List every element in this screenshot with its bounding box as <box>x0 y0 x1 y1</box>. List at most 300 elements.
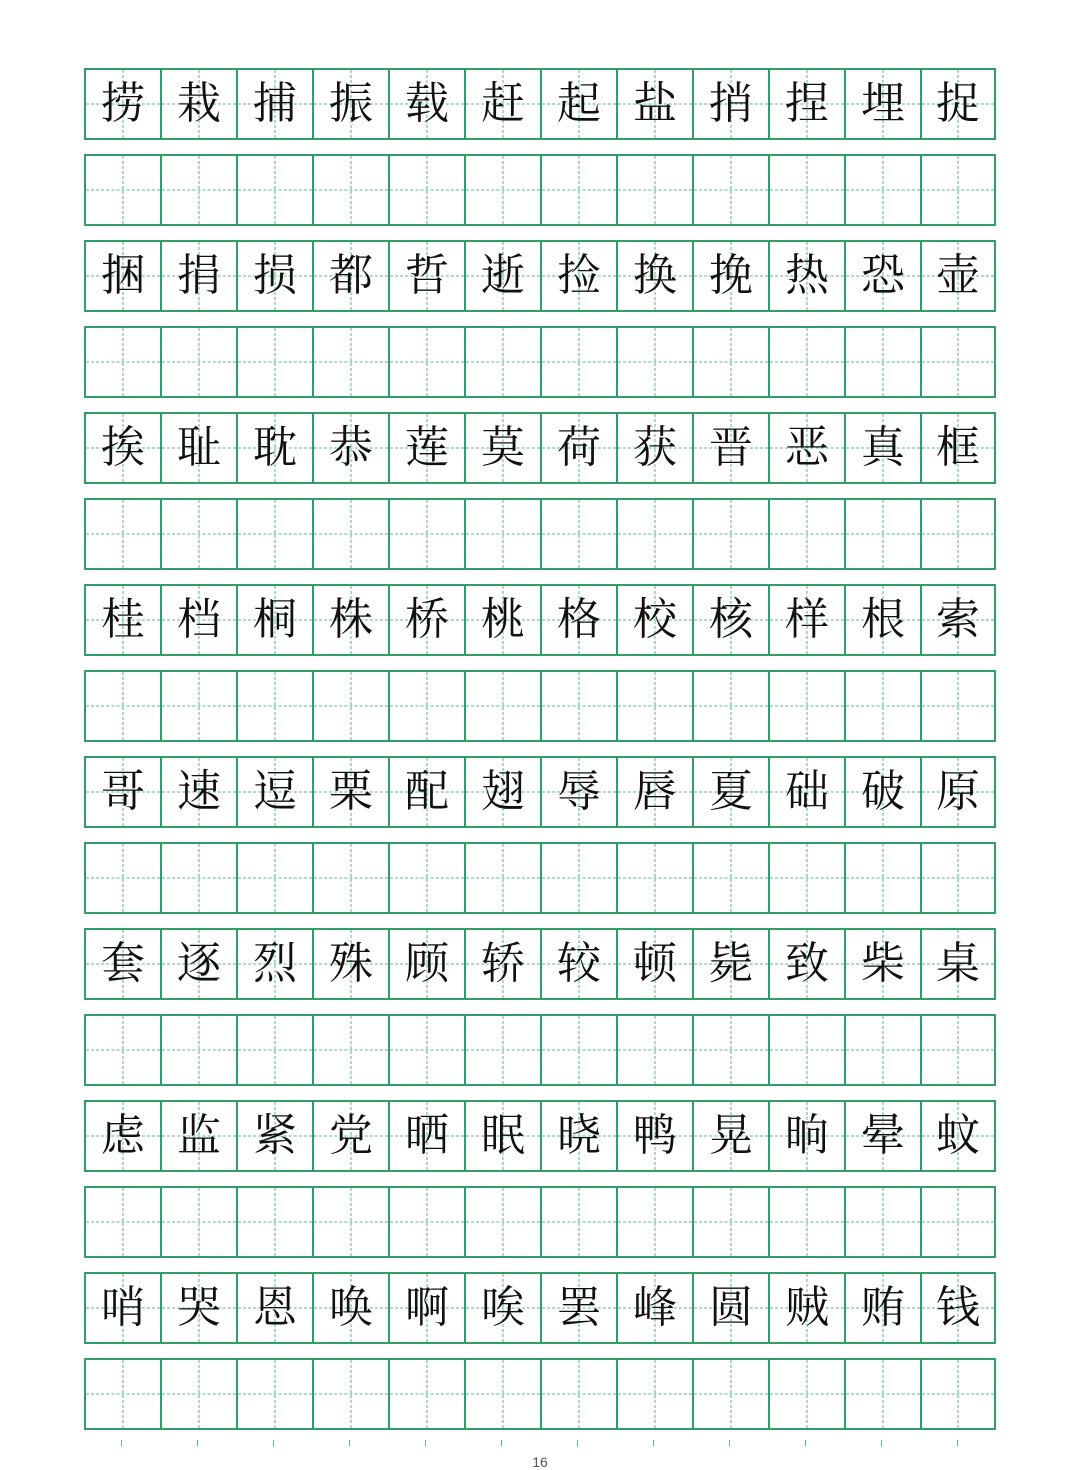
character-cell <box>312 1272 388 1344</box>
character-cell <box>236 928 312 1000</box>
practice-cell <box>464 498 540 570</box>
character-cell <box>540 68 616 140</box>
practice-cell <box>768 498 844 570</box>
character: 晒 <box>405 1110 449 1161</box>
practice-cell <box>616 842 692 914</box>
character: 哭 <box>177 1282 221 1333</box>
practice-cell <box>692 842 768 914</box>
character: 钱 <box>936 1282 980 1333</box>
practice-cell <box>844 1014 920 1086</box>
character: 逝 <box>481 250 525 301</box>
character-cell <box>160 756 236 828</box>
character: 虑 <box>101 1110 145 1161</box>
character: 破 <box>861 766 905 817</box>
character-cell <box>84 1272 160 1344</box>
character: 晌 <box>785 1110 829 1161</box>
character: 挨 <box>101 422 145 473</box>
character: 唉 <box>481 1282 525 1333</box>
practice-cell <box>464 326 540 398</box>
practice-cell <box>84 154 160 226</box>
blank-practice-row <box>84 1186 996 1258</box>
practice-cell <box>84 1186 160 1258</box>
blank-practice-row <box>84 842 996 914</box>
practice-cell <box>540 154 616 226</box>
character-cell <box>616 1272 692 1344</box>
character: 莲 <box>405 422 449 473</box>
character-row <box>84 584 996 656</box>
character: 核 <box>709 594 753 645</box>
character: 热 <box>785 250 829 301</box>
character: 桃 <box>481 594 525 645</box>
character: 配 <box>405 766 449 817</box>
character: 获 <box>633 422 677 473</box>
practice-cell <box>768 670 844 742</box>
character-cell <box>616 68 692 140</box>
practice-cell <box>388 498 464 570</box>
character: 桐 <box>253 594 297 645</box>
character-cell <box>920 756 996 828</box>
practice-cell <box>540 498 616 570</box>
character-cell <box>692 1272 768 1344</box>
practice-cell <box>920 326 996 398</box>
practice-cell <box>920 842 996 914</box>
practice-cell <box>312 498 388 570</box>
character: 晓 <box>557 1110 601 1161</box>
practice-cell <box>692 670 768 742</box>
character: 夏 <box>709 766 753 817</box>
character-cell <box>844 756 920 828</box>
character: 贼 <box>785 1282 829 1333</box>
character: 原 <box>936 766 980 817</box>
practice-cell <box>692 498 768 570</box>
practice-cell <box>236 670 312 742</box>
character: 框 <box>936 422 980 473</box>
practice-cell <box>692 1186 768 1258</box>
practice-cell <box>540 670 616 742</box>
practice-cell <box>692 154 768 226</box>
character-cell <box>236 584 312 656</box>
practice-cell <box>844 498 920 570</box>
practice-cell <box>844 326 920 398</box>
practice-cell <box>616 498 692 570</box>
character-row <box>84 240 996 312</box>
character: 捐 <box>177 250 221 301</box>
practice-cell <box>312 842 388 914</box>
character-cell <box>768 928 844 1000</box>
character-cell <box>692 756 768 828</box>
character-cell <box>844 412 920 484</box>
character-cell <box>236 240 312 312</box>
character-cell <box>236 756 312 828</box>
blank-practice-row <box>84 670 996 742</box>
character: 翅 <box>481 766 525 817</box>
character-cell <box>312 1100 388 1172</box>
character: 耻 <box>177 422 221 473</box>
practice-cell <box>160 154 236 226</box>
practice-cell <box>920 154 996 226</box>
practice-cell <box>388 1358 464 1430</box>
character: 毙 <box>709 938 753 989</box>
character-cell <box>692 928 768 1000</box>
practice-cell <box>84 670 160 742</box>
character: 桌 <box>936 938 980 989</box>
character-cell <box>844 240 920 312</box>
character-cell <box>388 584 464 656</box>
practice-cell <box>844 154 920 226</box>
practice-cell <box>388 326 464 398</box>
character-cell <box>540 1100 616 1172</box>
character: 哲 <box>405 250 449 301</box>
character-cell <box>236 68 312 140</box>
character-cell <box>312 756 388 828</box>
character-cell <box>920 412 996 484</box>
character-cell <box>160 412 236 484</box>
character-row <box>84 68 996 140</box>
character: 索 <box>936 594 980 645</box>
character: 恩 <box>253 1282 297 1333</box>
character: 都 <box>329 250 373 301</box>
character-cell <box>312 240 388 312</box>
practice-cell <box>768 1358 844 1430</box>
character-cell <box>616 756 692 828</box>
practice-cell <box>920 1358 996 1430</box>
practice-cell <box>692 326 768 398</box>
practice-cell <box>768 1186 844 1258</box>
character: 桂 <box>101 594 145 645</box>
practice-cell <box>160 842 236 914</box>
practice-cell <box>160 326 236 398</box>
practice-cell <box>920 498 996 570</box>
character-row <box>84 756 996 828</box>
practice-cell <box>768 842 844 914</box>
character-cell <box>464 1272 540 1344</box>
character: 捡 <box>557 250 601 301</box>
character: 埋 <box>861 78 905 129</box>
character-cell <box>768 756 844 828</box>
character-cell <box>312 68 388 140</box>
character: 哨 <box>101 1282 145 1333</box>
character-cell <box>920 1272 996 1344</box>
character-cell <box>464 756 540 828</box>
character: 荷 <box>557 422 601 473</box>
character: 耽 <box>253 422 297 473</box>
practice-cell <box>160 1014 236 1086</box>
character: 辱 <box>557 766 601 817</box>
character: 速 <box>177 766 221 817</box>
character-cell <box>388 68 464 140</box>
character-cell <box>464 1100 540 1172</box>
character: 眠 <box>481 1110 525 1161</box>
character-cell <box>692 584 768 656</box>
character: 峰 <box>633 1282 677 1333</box>
character-cell <box>692 240 768 312</box>
practice-cell <box>388 670 464 742</box>
practice-cell <box>920 1014 996 1086</box>
practice-cell <box>84 1014 160 1086</box>
character-cell <box>920 1100 996 1172</box>
character-cell <box>844 1100 920 1172</box>
character-cell <box>540 928 616 1000</box>
character-cell <box>464 584 540 656</box>
blank-practice-row <box>84 498 996 570</box>
practice-cell <box>768 1014 844 1086</box>
character: 挽 <box>709 250 753 301</box>
character: 恭 <box>329 422 373 473</box>
character-cell <box>920 928 996 1000</box>
practice-cell <box>464 670 540 742</box>
character: 捆 <box>101 250 145 301</box>
character: 顿 <box>633 938 677 989</box>
practice-cell <box>768 154 844 226</box>
character-cell <box>84 68 160 140</box>
practice-cell <box>236 1186 312 1258</box>
character: 顾 <box>405 938 449 989</box>
character: 莫 <box>481 422 525 473</box>
character-cell <box>540 1272 616 1344</box>
practice-cell <box>388 1186 464 1258</box>
character-cell <box>768 1100 844 1172</box>
character-cell <box>616 240 692 312</box>
character: 盐 <box>633 78 677 129</box>
practice-cell <box>464 1358 540 1430</box>
practice-cell <box>84 498 160 570</box>
practice-cell <box>616 1186 692 1258</box>
character: 根 <box>861 594 905 645</box>
character-cell <box>160 240 236 312</box>
character: 哥 <box>101 766 145 817</box>
character: 桥 <box>405 594 449 645</box>
blank-practice-row <box>84 1014 996 1086</box>
character-cell <box>844 928 920 1000</box>
character: 档 <box>177 594 221 645</box>
practice-cell <box>540 1014 616 1086</box>
practice-cell <box>388 842 464 914</box>
character-cell <box>84 240 160 312</box>
character-cell <box>388 412 464 484</box>
practice-cell <box>616 154 692 226</box>
character-row <box>84 412 996 484</box>
character-cell <box>768 68 844 140</box>
character: 唇 <box>633 766 677 817</box>
character: 套 <box>101 938 145 989</box>
character-cell <box>616 1100 692 1172</box>
practice-cell <box>464 154 540 226</box>
character: 柴 <box>861 938 905 989</box>
character: 起 <box>557 78 601 129</box>
character: 圆 <box>709 1282 753 1333</box>
character-cell <box>312 928 388 1000</box>
character: 栗 <box>329 766 373 817</box>
practice-cell <box>236 842 312 914</box>
practice-cell <box>312 1358 388 1430</box>
character-cell <box>464 68 540 140</box>
character-cell <box>236 1100 312 1172</box>
character: 恐 <box>861 250 905 301</box>
character: 蚊 <box>936 1110 980 1161</box>
practice-cell <box>616 670 692 742</box>
character-cell <box>388 928 464 1000</box>
character-cell <box>844 68 920 140</box>
character-cell <box>84 1100 160 1172</box>
character: 烈 <box>253 938 297 989</box>
character-cell <box>768 412 844 484</box>
character: 换 <box>633 250 677 301</box>
character: 校 <box>633 594 677 645</box>
character: 唤 <box>329 1282 373 1333</box>
character-cell <box>540 756 616 828</box>
character: 载 <box>405 78 449 129</box>
character-cell <box>160 928 236 1000</box>
character-cell <box>540 412 616 484</box>
character: 捕 <box>253 78 297 129</box>
character: 础 <box>785 766 829 817</box>
character-cell <box>388 756 464 828</box>
character-cell <box>920 584 996 656</box>
character: 轿 <box>481 938 525 989</box>
character: 啊 <box>405 1282 449 1333</box>
practice-cell <box>540 842 616 914</box>
practice-cell <box>464 1186 540 1258</box>
character-cell <box>920 68 996 140</box>
practice-cell <box>692 1358 768 1430</box>
blank-practice-row <box>84 154 996 226</box>
character: 逗 <box>253 766 297 817</box>
practice-cell <box>160 1186 236 1258</box>
character-cell <box>84 584 160 656</box>
character: 损 <box>253 250 297 301</box>
character-cell <box>464 928 540 1000</box>
blank-practice-row <box>84 326 996 398</box>
character: 党 <box>329 1110 373 1161</box>
character: 真 <box>861 422 905 473</box>
character: 晋 <box>709 422 753 473</box>
practice-cell <box>236 1358 312 1430</box>
practice-cell <box>312 326 388 398</box>
character-cell <box>160 1100 236 1172</box>
character-cell <box>236 1272 312 1344</box>
character: 晕 <box>861 1110 905 1161</box>
character-cell <box>616 412 692 484</box>
character-cell <box>692 68 768 140</box>
practice-cell <box>844 842 920 914</box>
character: 壶 <box>936 250 980 301</box>
blank-practice-row <box>84 1358 996 1430</box>
character-cell <box>464 412 540 484</box>
character: 捎 <box>709 78 753 129</box>
character-cell <box>616 928 692 1000</box>
character-row <box>84 1272 996 1344</box>
character: 栽 <box>177 78 221 129</box>
character: 鸭 <box>633 1110 677 1161</box>
practice-cell <box>160 670 236 742</box>
character-cell <box>692 412 768 484</box>
practice-cell <box>312 1186 388 1258</box>
practice-cell <box>540 1186 616 1258</box>
character-cell <box>84 928 160 1000</box>
practice-cell <box>692 1014 768 1086</box>
character-cell <box>692 1100 768 1172</box>
practice-cell <box>616 1358 692 1430</box>
practice-cell <box>388 1014 464 1086</box>
character: 赶 <box>481 78 525 129</box>
character: 殊 <box>329 938 373 989</box>
character-row <box>84 928 996 1000</box>
character: 格 <box>557 594 601 645</box>
character-cell <box>844 1272 920 1344</box>
practice-cell <box>236 326 312 398</box>
character-cell <box>768 240 844 312</box>
practice-cell <box>540 1358 616 1430</box>
practice-cell <box>464 842 540 914</box>
practice-cell <box>616 326 692 398</box>
practice-cell <box>236 498 312 570</box>
practice-cell <box>160 498 236 570</box>
practice-cell <box>84 842 160 914</box>
character-cell <box>388 1272 464 1344</box>
character-cell <box>920 240 996 312</box>
character-cell <box>616 584 692 656</box>
character-cell <box>768 584 844 656</box>
character-cell <box>388 1100 464 1172</box>
practice-cell <box>540 326 616 398</box>
practice-cell <box>920 1186 996 1258</box>
character-cell <box>84 412 160 484</box>
practice-cell <box>844 1358 920 1430</box>
character-cell <box>84 756 160 828</box>
character: 样 <box>785 594 829 645</box>
page-number: 16 <box>532 1454 548 1470</box>
practice-cell <box>844 670 920 742</box>
character: 株 <box>329 594 373 645</box>
practice-cell <box>84 1358 160 1430</box>
practice-cell <box>312 1014 388 1086</box>
practice-cell <box>312 154 388 226</box>
character: 恶 <box>785 422 829 473</box>
practice-cell <box>160 1358 236 1430</box>
character: 振 <box>329 78 373 129</box>
character-cell <box>768 1272 844 1344</box>
character: 捏 <box>785 78 829 129</box>
practice-cell <box>768 326 844 398</box>
practice-cell <box>236 154 312 226</box>
character-cell <box>312 584 388 656</box>
character-cell <box>312 412 388 484</box>
practice-cell <box>920 670 996 742</box>
character-cell <box>388 240 464 312</box>
character: 捞 <box>101 78 145 129</box>
character-cell <box>464 240 540 312</box>
character: 捉 <box>936 78 980 129</box>
character: 罢 <box>557 1282 601 1333</box>
character: 监 <box>177 1110 221 1161</box>
character-cell <box>160 584 236 656</box>
character-cell <box>540 584 616 656</box>
character: 晃 <box>709 1110 753 1161</box>
character: 致 <box>785 938 829 989</box>
practice-cell <box>84 326 160 398</box>
character-cell <box>160 1272 236 1344</box>
character-cell <box>844 584 920 656</box>
character-row <box>84 1100 996 1172</box>
character-cell <box>540 240 616 312</box>
practice-cell <box>388 154 464 226</box>
grid-continuation-marks <box>84 1440 996 1450</box>
practice-cell <box>844 1186 920 1258</box>
character: 较 <box>557 938 601 989</box>
practice-cell <box>616 1014 692 1086</box>
practice-cell <box>312 670 388 742</box>
character: 紧 <box>253 1110 297 1161</box>
